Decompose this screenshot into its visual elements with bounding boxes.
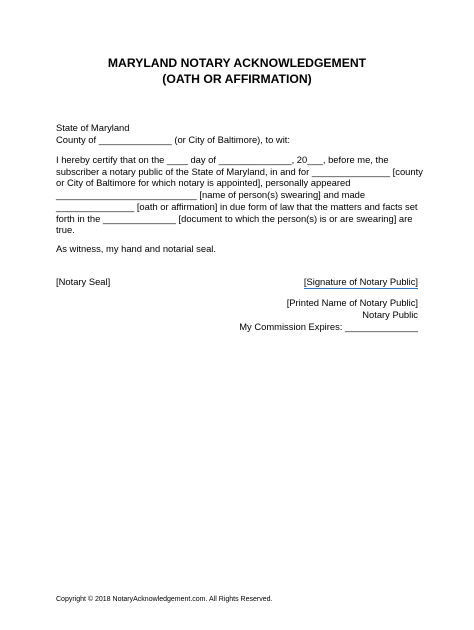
signature-label: [Signature of Notary Public] bbox=[303, 276, 418, 287]
signature-rule bbox=[304, 288, 418, 289]
venue-block bbox=[56, 122, 422, 145]
certification-line: or City of Baltimore for which notary is appointed], personally appeared bbox=[56, 177, 351, 189]
certification-line: true. bbox=[56, 224, 75, 236]
certification-line: forth in the ______________ [document to which the person(s) is or are swearing] are bbox=[56, 212, 413, 224]
certification-line: _______________ [oath or affirmation] in due form of law that the matters and facts set bbox=[56, 200, 418, 212]
commission-expires-line: My Commission Expires: ______________ bbox=[239, 321, 418, 332]
county-line: County of ______________ (or City of Baltimore), to wit: bbox=[56, 133, 290, 145]
certification-line: I hereby certify that on the ____ day of ______________, 20___, before me, the bbox=[56, 154, 389, 165]
certification-line: ___________________________ [name of person(s) swearing] and made bbox=[56, 189, 366, 201]
certification-line: subscriber a notary public of the State of Maryland, in and for _______________ [county bbox=[56, 165, 423, 177]
state-line: State of Maryland bbox=[56, 122, 130, 133]
printed-name-label: [Printed Name of Notary Public] bbox=[286, 297, 418, 308]
certification-paragraph bbox=[56, 154, 422, 236]
copyright-footer: Copyright © 2018 NotaryAcknowledgement.com. All Rights Reserved. bbox=[56, 596, 273, 603]
witness-line: As witness, my hand and notarial seal. bbox=[56, 243, 216, 254]
document-title: MARYLAND NOTARY ACKNOWLEDGEMENT bbox=[107, 56, 367, 70]
notary-seal-label: [Notary Seal] bbox=[56, 276, 111, 287]
document-subtitle: (OATH OR AFFIRMATION) bbox=[162, 72, 312, 86]
notary-public-label: Notary Public bbox=[362, 309, 418, 320]
